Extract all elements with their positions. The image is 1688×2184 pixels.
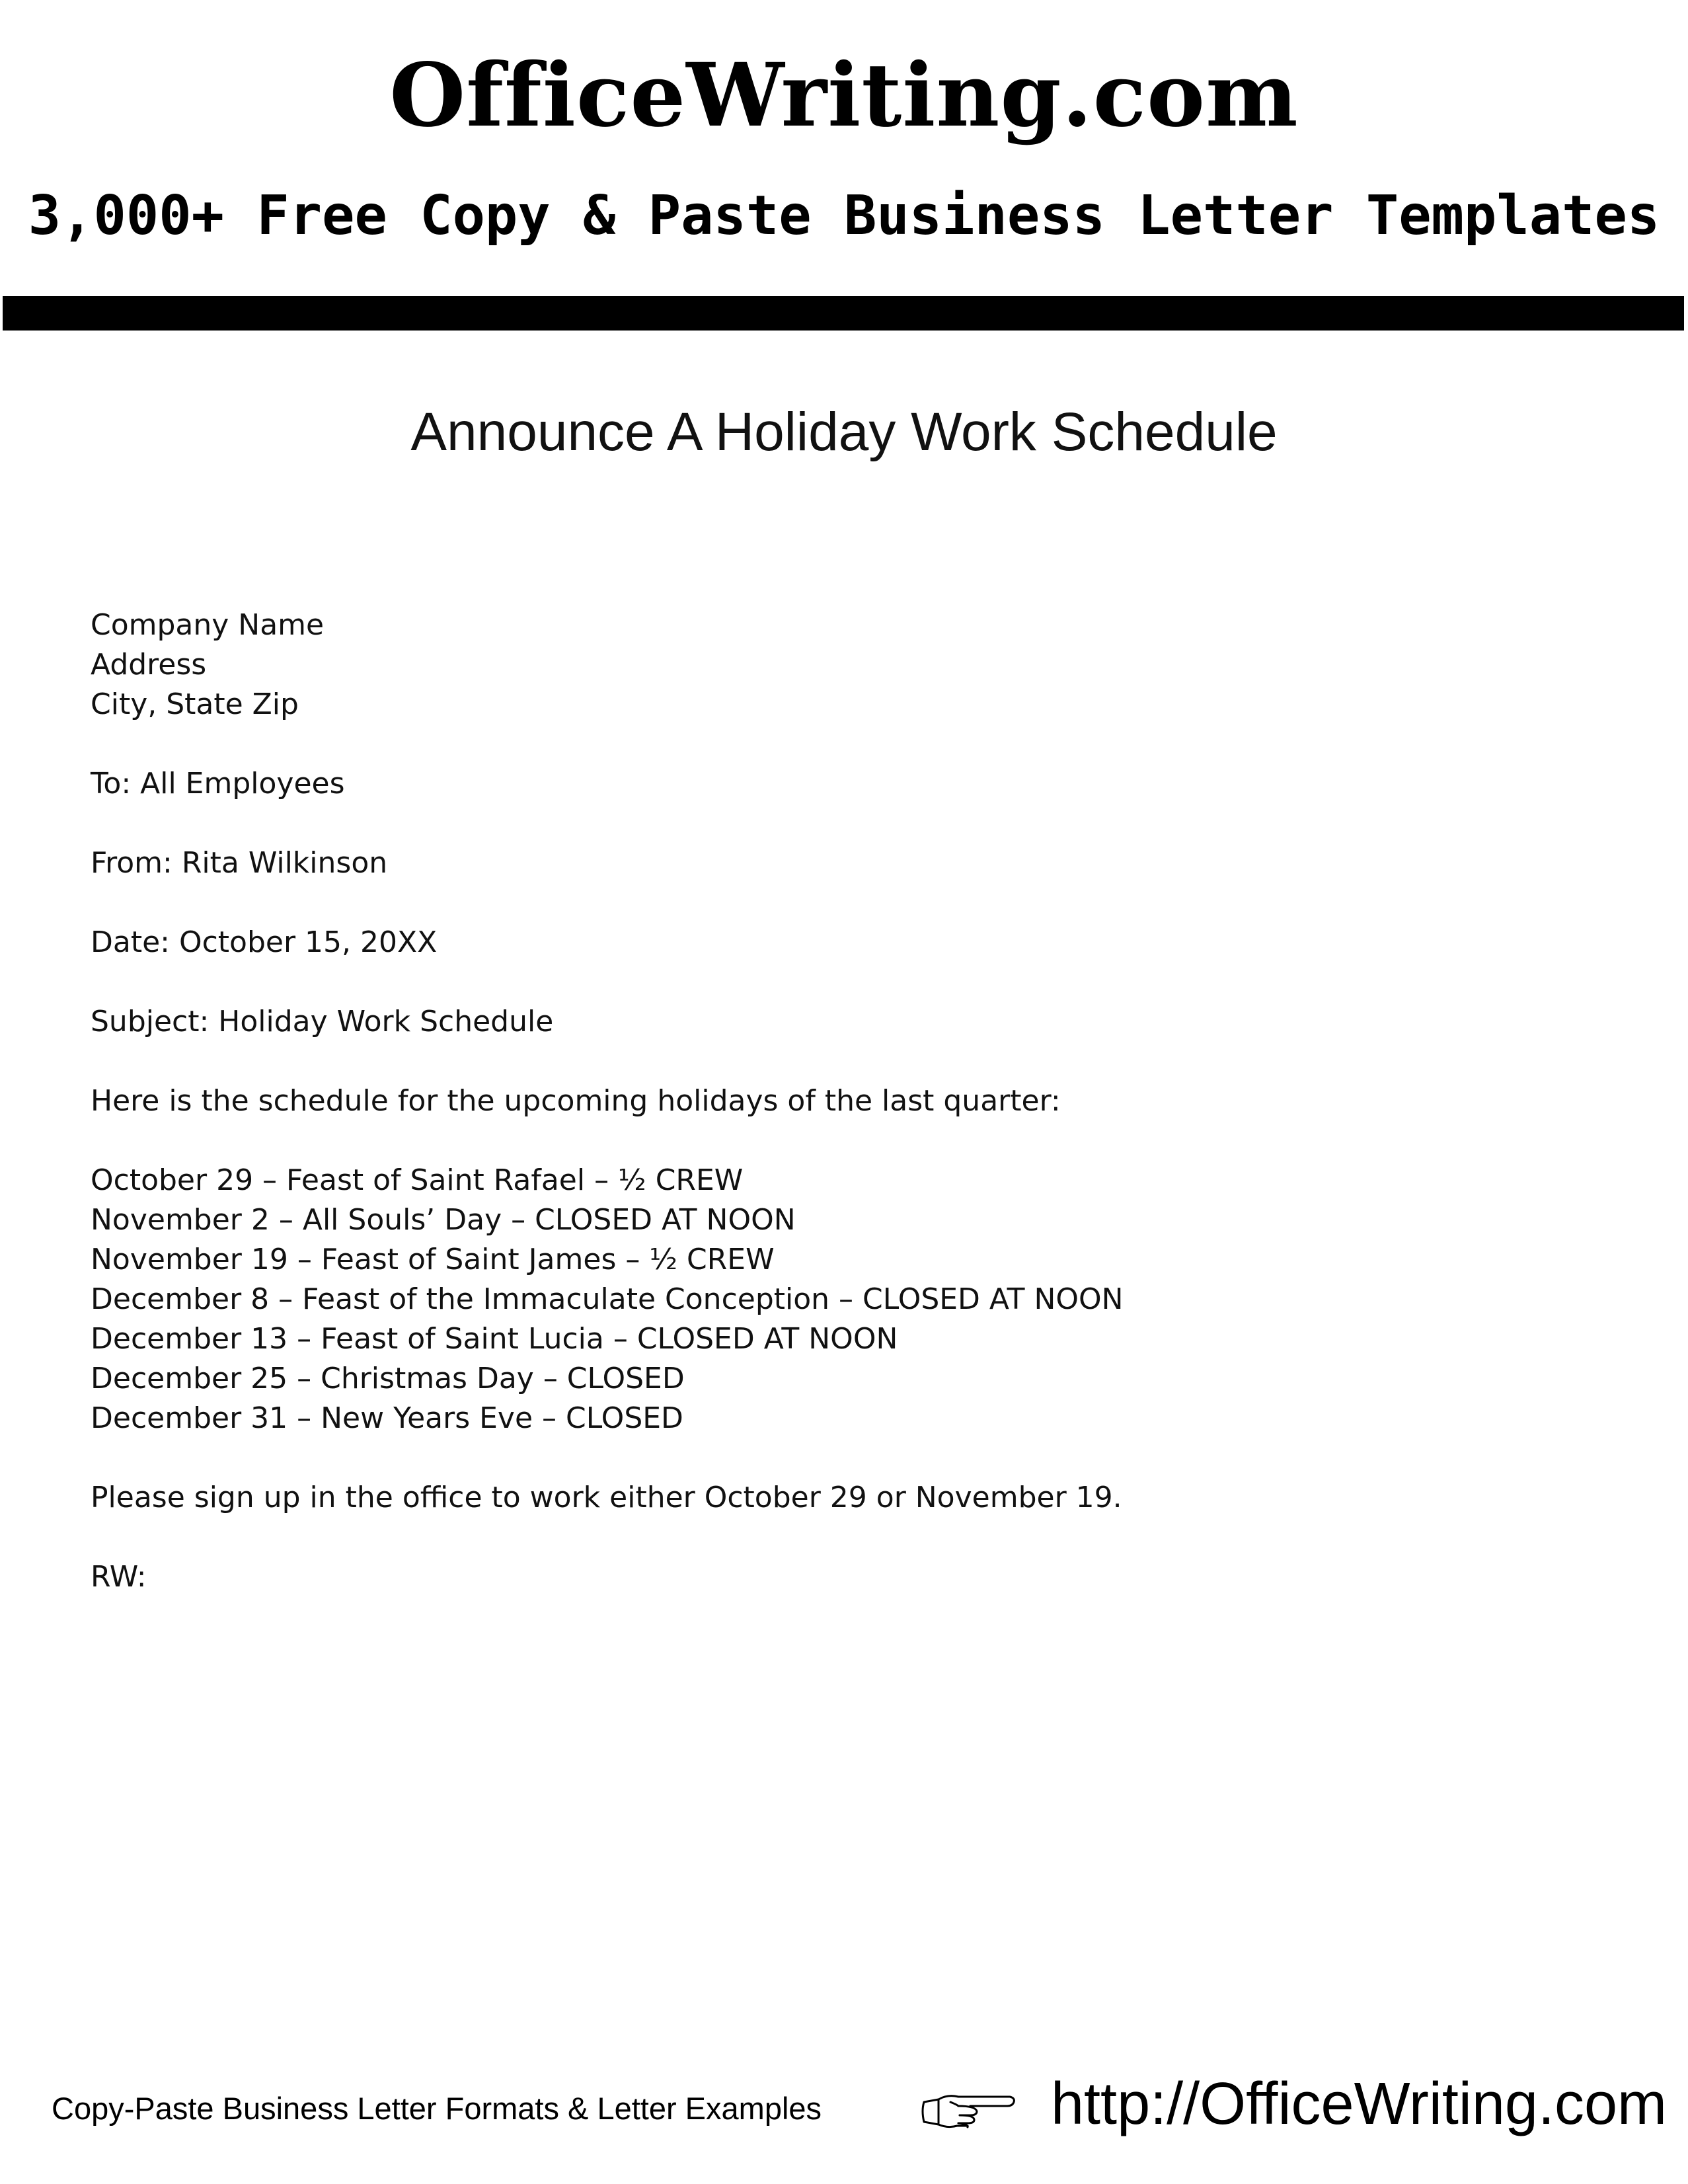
memo-to xyxy=(91,764,1597,804)
letter-body xyxy=(91,605,1597,1637)
sender-address xyxy=(91,605,1597,724)
closing-text: Please sign up in the office to work either October 29 or November 19. xyxy=(91,1481,1122,1514)
memo-date-text: Date: October 15, 20XX xyxy=(91,925,438,959)
holiday-schedule-list xyxy=(91,1161,1597,1438)
schedule-item: December 13 – Feast of Saint Lucia – CLOSED AT NOON xyxy=(91,1322,898,1356)
header-divider xyxy=(3,296,1684,331)
sender-city-state-zip: City, State Zip xyxy=(91,687,299,721)
schedule-item: November 19 – Feast of Saint James – ½ CREW xyxy=(91,1243,775,1276)
signature-initials xyxy=(91,1557,1597,1597)
site-tagline: 3,000+ Free Copy & Paste Business Letter Templates xyxy=(28,184,1660,247)
initials-text: RW: xyxy=(91,1560,147,1594)
footer-website-link[interactable]: http://OfficeWriting.com xyxy=(1051,2071,1667,2137)
schedule-item: December 8 – Feast of the Immaculate Conception – CLOSED AT NOON xyxy=(91,1282,1124,1316)
closing-paragraph xyxy=(91,1478,1597,1518)
schedule-item: November 2 – All Souls’ Day – CLOSED AT NOON xyxy=(91,1203,796,1237)
memo-subject-text: Subject: Holiday Work Schedule xyxy=(91,1005,554,1038)
site-name: OfficeWriting.com xyxy=(389,44,1299,147)
sender-company: Company Name xyxy=(91,608,325,642)
memo-from-text: From: Rita Wilkinson xyxy=(91,846,388,880)
footer-tagline: Copy-Paste Business Letter Formats & Letter Examples xyxy=(52,2091,822,2126)
memo-to-text: To: All Employees xyxy=(91,767,345,800)
intro-paragraph xyxy=(91,1081,1597,1121)
memo-subject xyxy=(91,1002,1597,1042)
intro-text: Here is the schedule for the upcoming holidays of the last quarter: xyxy=(91,1084,1061,1118)
sender-address-line: Address xyxy=(91,648,207,682)
schedule-item: October 29 – Feast of Saint Rafael – ½ CREW xyxy=(91,1163,744,1197)
schedule-item: December 31 – New Years Eve – CLOSED xyxy=(91,1401,683,1435)
pointing-hand-icon xyxy=(919,2087,1018,2134)
memo-from xyxy=(91,843,1597,883)
schedule-item: December 25 – Christmas Day – CLOSED xyxy=(91,1362,685,1395)
memo-date xyxy=(91,923,1597,962)
document-title: Announce A Holiday Work Schedule xyxy=(410,402,1278,462)
